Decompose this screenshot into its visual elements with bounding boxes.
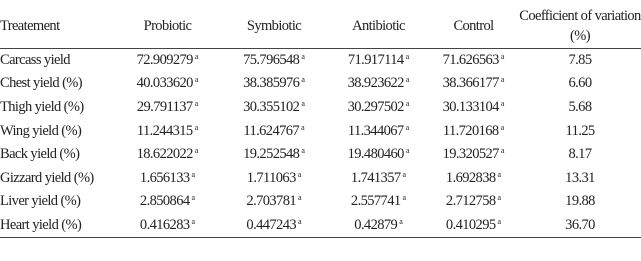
cell-value: 30.133104 xyxy=(442,98,499,115)
significance-superscript: a xyxy=(298,193,302,203)
cell-value: 0.410295 xyxy=(445,216,496,233)
significance-superscript: a xyxy=(405,146,410,156)
cell-value: 38.385976 xyxy=(243,75,300,92)
value-cell xyxy=(116,143,219,167)
cv-cell: 5.68 xyxy=(568,98,592,115)
significance-superscript: a xyxy=(405,75,410,85)
row-label: Chest yield (%) xyxy=(0,75,83,92)
row-label: Liver yield (%) xyxy=(0,193,81,210)
value-cell xyxy=(428,214,519,238)
header-antibiotic: Antibiotic xyxy=(352,18,405,34)
cell-value: 71.917114 xyxy=(347,52,404,69)
significance-superscript: a xyxy=(194,75,199,85)
value-cell xyxy=(329,214,428,238)
row-label: Back yield (%) xyxy=(0,146,80,163)
significance-superscript: a xyxy=(399,216,403,226)
value-cell xyxy=(219,96,329,120)
header-probiotic: Probiotic xyxy=(143,18,192,34)
significance-superscript: a xyxy=(191,216,196,226)
value-cell xyxy=(116,72,219,96)
cell-value: 1.741357 xyxy=(350,169,401,186)
significance-superscript: a xyxy=(191,169,196,179)
table-row xyxy=(0,190,641,214)
significance-superscript: a xyxy=(497,169,502,179)
value-cell xyxy=(219,214,329,238)
significance-superscript: a xyxy=(194,146,199,156)
significance-superscript: a xyxy=(301,122,305,132)
cell-value: 11.624767 xyxy=(243,122,300,139)
value-cell xyxy=(428,96,519,120)
cell-value: 75.796548 xyxy=(243,52,300,69)
value-cell xyxy=(219,119,329,143)
value-cell xyxy=(329,72,428,96)
cell-value: 11.720168 xyxy=(442,122,499,139)
significance-superscript: a xyxy=(402,169,407,179)
header-coefficient-of-variation: Coefficient of variation (%) xyxy=(519,8,641,44)
header-treatment: Treatement xyxy=(0,18,60,34)
table-row xyxy=(0,214,641,238)
cell-value: 40.033620 xyxy=(136,75,193,92)
cell-value: 72.909279 xyxy=(136,52,193,69)
value-cell xyxy=(219,72,329,96)
significance-superscript: a xyxy=(497,216,502,226)
cell-value: 2.712758 xyxy=(445,193,496,210)
cell-value: 1.692838 xyxy=(445,169,496,186)
row-label: Carcass yield xyxy=(0,49,116,73)
cell-value: 19.480460 xyxy=(347,146,404,163)
value-cell xyxy=(329,96,428,120)
table-row xyxy=(0,96,641,120)
header-symbiotic: Symbiotic xyxy=(246,18,302,34)
cv-cell: 36.70 xyxy=(519,214,641,238)
value-cell xyxy=(329,166,428,190)
value-cell xyxy=(116,190,219,214)
value-cell xyxy=(428,119,519,143)
significance-superscript: a xyxy=(500,52,505,62)
cell-value: 19.252548 xyxy=(243,146,300,163)
significance-superscript: a xyxy=(500,146,505,156)
cv-cell: 8.17 xyxy=(568,146,592,163)
significance-superscript: a xyxy=(500,98,505,108)
results-table xyxy=(0,4,641,238)
value-cell xyxy=(219,190,329,214)
table-row xyxy=(0,166,641,190)
cell-value: 2.850864 xyxy=(139,193,190,210)
cell-value: 2.557741 xyxy=(350,193,401,210)
value-cell xyxy=(116,214,219,238)
value-cell xyxy=(116,119,219,143)
cell-value: 0.42879 xyxy=(354,216,398,233)
value-cell xyxy=(219,143,329,167)
significance-superscript: a xyxy=(194,122,199,132)
cell-value: 1.656133 xyxy=(139,169,190,186)
significance-superscript: a xyxy=(500,75,505,85)
cell-value: 29.791137 xyxy=(136,98,193,115)
significance-superscript: a xyxy=(405,52,410,62)
cell-value: 0.416283 xyxy=(139,216,190,233)
cell-value: 0.447243 xyxy=(246,216,296,233)
cell-value: 30.355102 xyxy=(243,98,300,115)
value-cell xyxy=(219,166,329,190)
value-cell xyxy=(428,190,519,214)
significance-superscript: a xyxy=(194,98,199,108)
value-cell xyxy=(116,96,219,120)
row-label: Thigh yield (%) xyxy=(0,98,84,115)
header-control: Control xyxy=(453,18,494,34)
significance-superscript: a xyxy=(298,216,302,226)
significance-superscript: a xyxy=(194,52,199,62)
header-row xyxy=(0,4,641,49)
value-cell xyxy=(428,72,519,96)
table-row xyxy=(0,49,641,73)
value-cell xyxy=(219,49,329,73)
significance-superscript: a xyxy=(301,146,305,156)
table-row xyxy=(0,72,641,96)
significance-superscript: a xyxy=(402,193,407,203)
cv-cell: 6.60 xyxy=(568,75,592,92)
significance-superscript: a xyxy=(301,75,305,85)
cell-value: 11.244315 xyxy=(136,122,193,139)
significance-superscript: a xyxy=(405,98,410,108)
cell-value: 1.711063 xyxy=(246,169,296,186)
row-label: Heart yield (%) xyxy=(0,214,116,238)
cv-cell: 7.85 xyxy=(519,49,641,73)
significance-superscript: a xyxy=(301,52,305,62)
cv-cell: 19.88 xyxy=(565,193,595,210)
cell-value: 19.320527 xyxy=(442,146,499,163)
cv-cell: 11.25 xyxy=(565,122,595,139)
significance-superscript: a xyxy=(497,193,502,203)
cell-value: 71.626563 xyxy=(442,52,499,69)
value-cell xyxy=(428,49,519,73)
cell-value: 30.297502 xyxy=(347,98,404,115)
cell-value: 18.622022 xyxy=(136,146,193,163)
value-cell xyxy=(329,49,428,73)
table-row xyxy=(0,119,641,143)
cv-cell: 13.31 xyxy=(565,169,595,186)
cell-value: 11.344067 xyxy=(347,122,404,139)
cell-value: 38.923622 xyxy=(347,75,404,92)
significance-superscript: a xyxy=(191,193,196,203)
table-row xyxy=(0,143,641,167)
row-label: Gizzard yield (%) xyxy=(0,169,94,186)
value-cell xyxy=(116,49,219,73)
value-cell xyxy=(428,143,519,167)
cell-value: 2.703781 xyxy=(246,193,296,210)
significance-superscript: a xyxy=(297,169,302,179)
value-cell xyxy=(428,166,519,190)
significance-superscript: a xyxy=(405,122,410,132)
value-cell xyxy=(329,143,428,167)
value-cell xyxy=(116,166,219,190)
table-header xyxy=(0,4,641,49)
table-body xyxy=(0,49,641,238)
significance-superscript: a xyxy=(500,122,505,132)
value-cell xyxy=(329,190,428,214)
value-cell xyxy=(329,119,428,143)
row-label: Wing yield (%) xyxy=(0,122,82,139)
significance-superscript: a xyxy=(301,98,305,108)
cell-value: 38.366177 xyxy=(442,75,499,92)
